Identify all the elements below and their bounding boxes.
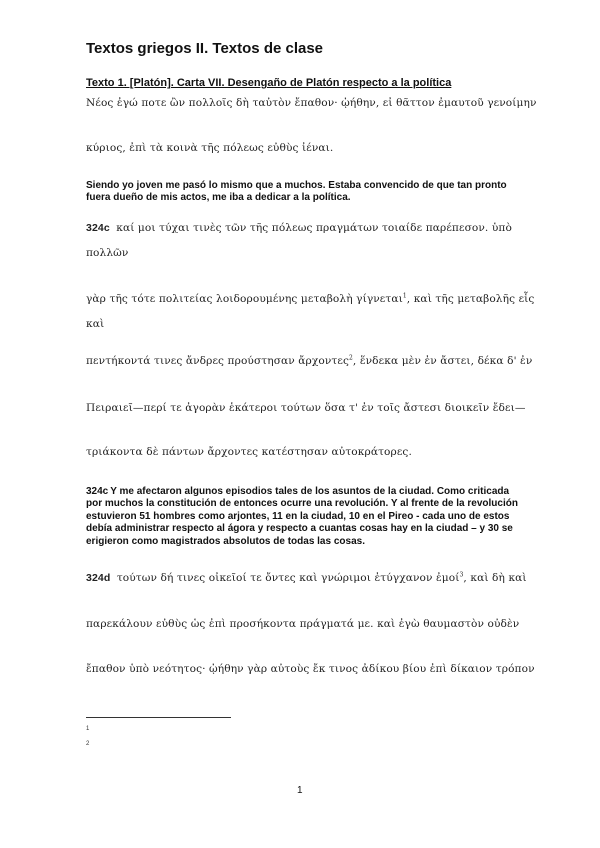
spanish-translation-paragraph xyxy=(86,486,526,548)
footnote: 1 xyxy=(86,726,90,732)
section-heading: Texto 1. [Platón]. Carta VII. Desengaño de Platón respecto a la política xyxy=(86,77,452,89)
spanish-translation-paragraph xyxy=(86,180,526,205)
footnote-marker[interactable]: 3 xyxy=(459,571,464,579)
greek-text: τούτων δή τινες οἰκεῖοί τε ὄντες καὶ γνώριμοι ἐτύγχανον ἐμοί xyxy=(116,572,460,584)
greek-text: παρεκάλουν εὐθὺς ὡς ἐπὶ προσήκοντα πράγματά με. καὶ ἐγὼ θαυμαστὸν οὐδὲν xyxy=(86,618,520,630)
greek-text: κύριος, ἐπὶ τὰ κοινὰ τῆς πόλεως εὐθὺς ἰέναι. xyxy=(86,142,334,154)
greek-text: πεντήκοντά τινες ἄνδρες προύστησαν ἄρχοντες xyxy=(86,355,349,367)
greek-text: ἔπαθον ὑπὸ νεότητος· ᾠήθην γὰρ αὐτοὺς ἔκ τινος ἀδίκου βίου ἐπὶ δίκαιον τρόπον xyxy=(86,663,535,675)
footnote-marker[interactable]: 1 xyxy=(402,292,407,300)
greek-line xyxy=(86,572,527,584)
greek-line xyxy=(86,142,333,154)
greek-text: γὰρ τῆς τότε πολιτείας λοιδορουμένης μεταβολὴ γίγνεται xyxy=(86,293,403,305)
greek-line xyxy=(86,97,537,109)
greek-line xyxy=(86,446,412,458)
greek-line xyxy=(86,318,104,330)
greek-text: τριάκοντα δὲ πάντων ἄρχοντες κατέστησαν αὐτοκράτορες. xyxy=(86,446,412,458)
greek-line xyxy=(86,618,519,630)
footnote-marker[interactable]: 2 xyxy=(349,354,353,362)
greek-text: , καὶ δὴ καὶ xyxy=(463,572,527,584)
spanish-text: Siendo yo joven me pasó lo mismo que a muchos. Estaba convencido de que tan pronto fuera dueño de mis actos, me iba a dedicar a la política. xyxy=(86,180,507,204)
greek-line xyxy=(86,247,128,259)
greek-text: , ἕνδεκα μὲν ἐν ἄστει, δέκα δ' ἐν xyxy=(352,355,533,367)
greek-line xyxy=(86,402,526,414)
greek-line xyxy=(86,355,532,367)
spanish-text: Y me afectaron algunos episodios tales de los asuntos de la ciudad. Como criticada por muchos la constitución de entonces ocurre una revolución. Y al frente de la revolución estuvieron 51 hombres como arjontes, 11 en la ciudad, 10 en el Pireo - cada uno de estos debía administrar respecto al ágora y respecto a cuantas cosas hay en la ciudad – y 30 se erigieron como magistrados absolutos de todas las cosas. xyxy=(86,486,518,547)
greek-text: , καὶ τῆς μεταβολῆς εἷς xyxy=(406,293,535,305)
greek-text: Νέος ἐγώ ποτε ὢν πολλοῖς δὴ ταὐτὸν ἔπαθον· ᾠήθην, εἰ θᾶττον ἐμαυτοῦ γενοίμην xyxy=(86,97,537,109)
greek-text: Πειραιεῖ—περί τε ἀγορὰν ἑκάτεροι τούτων ὅσα τ' ἐν τοῖς ἄστεσι διοικεῖν ἔδει— xyxy=(86,402,526,414)
footnote: 2 xyxy=(86,741,90,747)
greek-line xyxy=(86,293,534,305)
document-title: Textos griegos II. Textos de clase xyxy=(86,40,324,57)
greek-line xyxy=(86,663,535,675)
greek-text: καὶ xyxy=(86,318,105,330)
section-reference: 324c xyxy=(86,486,109,497)
greek-text: καί μοι τύχαι τινὲς τῶν τῆς πόλεως πραγμάτων τοιαίδε παρέπεσον. ὑπὸ xyxy=(116,222,512,234)
footnote-separator xyxy=(86,717,231,718)
greek-text: πολλῶν xyxy=(86,247,129,259)
greek-line xyxy=(86,222,512,234)
page-number: 1 xyxy=(297,785,303,796)
section-reference: 324c xyxy=(86,222,110,234)
section-reference: 324d xyxy=(86,572,111,584)
